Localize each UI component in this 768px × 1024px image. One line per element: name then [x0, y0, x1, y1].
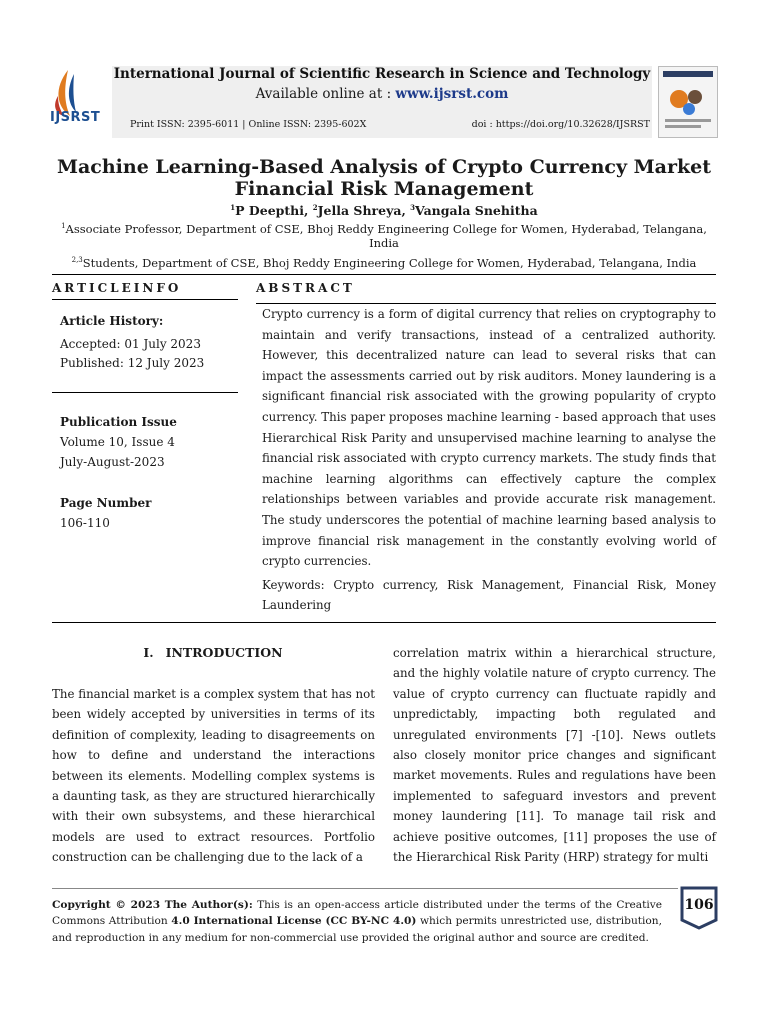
- copyright-label: Copyright © 2023 The Author(s):: [52, 899, 253, 911]
- body-column-left: The financial market is a complex system that has not been widely accepted by universities in terms of its definition of complexity, leading to disagreements on how to define and understand the interactions between its elements. Modelling complex systems is a daunting task, as they are structured hierarchically with their own subsystems, and these hierarchical models are used to extract resources. Portfolio construction can be challenging due to the lack of a: [52, 687, 375, 865]
- copyright-text-2: which permits unrestricted use, distribution, and reproduction in any medium for non-commercial use provided the original author and source are credited.: [52, 915, 662, 944]
- info-divider: [52, 299, 238, 300]
- author-1: P Deepthi,: [235, 203, 313, 218]
- affiliation-2-text: Students, Department of CSE, Bhoj Reddy Engineering College for Women, Hyderabad, Telangana, India: [82, 256, 697, 270]
- affiliation-1-text: Associate Professor, Department of CSE, Bhoj Reddy Engineering College for Women, Hyderabad, Telangana, India: [65, 222, 707, 250]
- doi-link[interactable]: doi : https://doi.org/10.32628/IJSRST: [471, 119, 650, 130]
- author-3-marker: 3: [410, 202, 416, 212]
- available-prefix: Available online at :: [255, 86, 396, 102]
- page-range: 106-110: [60, 516, 110, 530]
- bottom-divider: [52, 622, 716, 623]
- journal-cover-icon: [659, 67, 717, 137]
- abstract-body: Crypto currency is a form of digital currency that relies on cryptography to maintain and verify transactions, instead of a centralized authority. However, this decentralized nature can lead to several risks that can impact the assessments carried out by risk auditors. Money laundering is a significant financial risk associated with the growing popularity of crypto currency. This paper proposes machine learning - based approach that uses Hierarchical Risk Parity and unsupervised machine learning to analyse the financial risk associated with crypto currency markets. The study finds that machine learning algorithms can effectively capture the complex relationships between variables and provide accurate risk management. The study underscores the potential of machine learning based analysis to improve financial risk management in the constantly evolving world of crypto currencies.: [262, 307, 716, 569]
- author-2: Jella Shreya,: [317, 203, 411, 218]
- article-info-heading: ARTICLEINFO: [52, 281, 182, 295]
- author-3: Vangala Snehitha: [415, 203, 538, 218]
- issue-period: July-August-2023: [60, 455, 165, 469]
- paper-title-line-1: Machine Learning-Based Analysis of Crypto Currency Market: [56, 156, 712, 178]
- journal-name: International Journal of Scientific Research in Science and Technology: [113, 66, 651, 82]
- affiliation-2: [52, 256, 716, 270]
- paper-title: [40, 156, 728, 200]
- author-1-marker: 1: [230, 202, 236, 212]
- accepted-date: Accepted: 01 July 2023: [60, 337, 201, 351]
- issn-line: Print ISSN: 2395-6011 | Online ISSN: 2395-602X: [130, 119, 367, 130]
- publication-issue-label: Publication Issue: [60, 415, 177, 429]
- footer-divider: [52, 888, 678, 889]
- author-list: [40, 203, 728, 218]
- copyright-notice: [52, 897, 662, 946]
- affiliation-2-marker: 2,3: [71, 256, 83, 265]
- published-date: Published: 12 July 2023: [60, 356, 205, 370]
- article-history-label: Article History:: [60, 314, 164, 328]
- journal-url-link[interactable]: www.ijsrst.com: [395, 86, 509, 102]
- affiliation-1: [52, 222, 716, 250]
- logo-text: IJSRST: [50, 110, 101, 125]
- copyright-text-1: This is an open-access article distributed under the terms of the Creative Commons Attribution: [52, 899, 663, 928]
- page-number: 106: [684, 897, 714, 913]
- section-number: I.: [143, 645, 154, 660]
- introduction-heading: [52, 645, 374, 660]
- top-divider: [52, 274, 716, 275]
- affiliation-1-marker: 1: [61, 222, 66, 231]
- page-number-label: Page Number: [60, 496, 152, 510]
- availability-line: [112, 86, 652, 102]
- section-title: INTRODUCTION: [165, 645, 283, 660]
- abstract-heading: ABSTRACT: [256, 281, 355, 295]
- volume-issue: Volume 10, Issue 4: [60, 435, 175, 449]
- body-column-right: correlation matrix within a hierarchical structure, and the highly volatile nature of crypto currency. The value of crypto currency can fluctuate rapidly and unpredictably, impacting both regulated and unregulated environments [7] -[10]. News outlets also closely monitor price changes and significant market movements. Rules and regulations have been implemented to safeguard investors and prevent money laundering [11]. To manage tail risk and achieve positive outcomes, [11] proposes the use of the Hierarchical Risk Parity (HRP) strategy for multi: [393, 646, 716, 865]
- keywords: Keywords: Crypto currency, Risk Management, Financial Risk, Money Laundering: [262, 578, 716, 612]
- author-2-marker: 2: [312, 202, 318, 212]
- journal-cover-image: [658, 66, 718, 138]
- info-mid-divider: [52, 392, 238, 393]
- paper-title-line-2: Financial Risk Management: [234, 178, 534, 200]
- license-name: 4.0 International License (CC BY-NC 4.0): [171, 915, 417, 928]
